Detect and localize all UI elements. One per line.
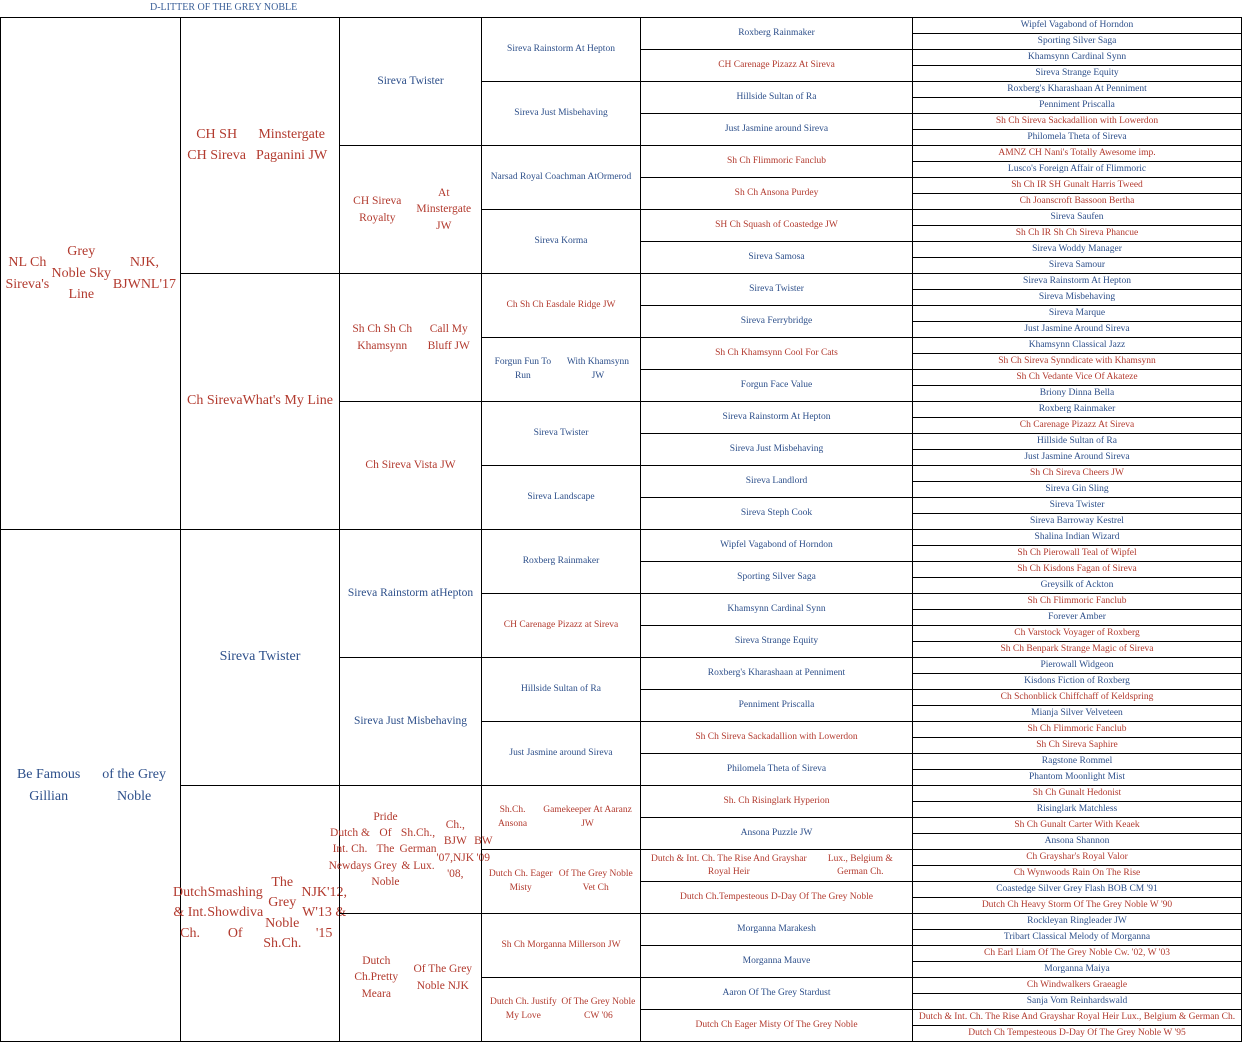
pedigree-cell-gen4 bbox=[640, 241, 913, 274]
dog-name: Sh Ch Gunalt Carter With Keaek bbox=[1014, 819, 1140, 830]
pedigree-cell-gen4 bbox=[640, 497, 913, 530]
pedigree-cell-gen5 bbox=[912, 497, 1242, 514]
dog-name: Hillside Sultan of Ra bbox=[1037, 435, 1117, 446]
dog-name: Smashing Showdiva Of bbox=[207, 885, 264, 941]
pedigree-cell-gen5 bbox=[912, 465, 1242, 482]
pedigree-cell-gen3 bbox=[481, 977, 641, 1042]
pedigree-cell-gen3 bbox=[481, 593, 641, 658]
dog-name: Dutch Ch.Tempesteous D-Day Of The Grey Noble bbox=[679, 892, 874, 903]
dog-name: Sporting Silver Saga bbox=[1037, 35, 1117, 46]
dog-name: Call My Bluff JW bbox=[427, 323, 470, 352]
pedigree-cell-gen4 bbox=[640, 945, 913, 978]
pedigree-cell-gen4 bbox=[640, 209, 913, 242]
pedigree-cell-gen5 bbox=[912, 321, 1242, 338]
dog-name: Ansona Puzzle JW bbox=[740, 828, 813, 839]
dog-name: Sireva Misbehaving bbox=[1038, 291, 1116, 302]
pedigree-cell-gen4 bbox=[640, 337, 913, 370]
dog-name: Morganna Marakesh bbox=[737, 924, 816, 935]
pedigree-cell-gen5 bbox=[912, 401, 1242, 418]
pedigree-cell-gen5 bbox=[912, 161, 1242, 178]
pedigree-cell-gen5 bbox=[912, 721, 1242, 738]
pedigree-cell-gen2 bbox=[339, 273, 482, 402]
dog-name: Gamekeeper At Aaranz JW bbox=[543, 804, 632, 829]
dog-name: Roxberg Rainmaker bbox=[738, 28, 815, 39]
pedigree-cell-gen0 bbox=[0, 17, 181, 530]
pedigree-cell-gen4 bbox=[640, 1009, 913, 1042]
dog-name: Sireva Marque bbox=[1048, 307, 1106, 318]
dog-name: Phantom Moonlight Mist bbox=[1028, 771, 1126, 782]
dog-name: Roxberg Rainmaker bbox=[522, 555, 600, 566]
dog-name: Pierowall Widgeon bbox=[1040, 659, 1114, 670]
dog-name: Sh Ch Sh Ch Khamsynn bbox=[352, 323, 413, 352]
dog-name: Sireva Just Misbehaving bbox=[729, 444, 824, 455]
pedigree-cell-gen5 bbox=[912, 65, 1242, 82]
dog-name: Sireva Woddy Manager bbox=[1032, 243, 1122, 254]
pedigree-cell-gen3 bbox=[481, 913, 641, 978]
dog-name: Sireva Strange Equity bbox=[734, 636, 819, 647]
dog-name: Ragstone Rommel bbox=[1041, 755, 1113, 766]
pedigree-cell-gen4 bbox=[640, 817, 913, 850]
pedigree-cell-gen5 bbox=[912, 145, 1242, 162]
pedigree-cell-gen5 bbox=[912, 625, 1242, 642]
dog-name: Minstergate Paganini JW bbox=[256, 127, 328, 163]
dog-name: Sh. Ch Risinglark Hyperion bbox=[723, 796, 830, 807]
pedigree-cell-gen5 bbox=[912, 849, 1242, 866]
pedigree-cell-gen5 bbox=[912, 305, 1242, 322]
pedigree-cell-gen4 bbox=[640, 977, 913, 1010]
pedigree-cell-gen5 bbox=[912, 785, 1242, 802]
dog-name: Sireva Gin Sling bbox=[1045, 483, 1109, 494]
dog-name: Kisdons Fiction of Roxberg bbox=[1024, 675, 1130, 686]
dog-name: Sireva Korma bbox=[534, 235, 588, 246]
pedigree-cell-gen5 bbox=[912, 481, 1242, 498]
pedigree-cell-gen4 bbox=[640, 529, 913, 562]
dog-name: Dutch Ch Heavy Storm Of The Grey Noble W '90 bbox=[981, 899, 1173, 910]
dog-name: Roxberg Rainmaker bbox=[1038, 403, 1116, 414]
pedigree-cell-gen4 bbox=[640, 689, 913, 722]
pedigree-cell-gen5 bbox=[912, 385, 1242, 402]
pedigree-cell-gen5 bbox=[912, 449, 1242, 466]
pedigree-cell-gen3 bbox=[481, 785, 641, 850]
dog-name: Sireva Twister bbox=[1049, 499, 1105, 510]
dog-name: Rockleyan Ringleader JW bbox=[1027, 915, 1127, 926]
dog-name: Just Jasmine Around Sireva bbox=[1024, 323, 1130, 334]
dog-name: Coastedge Silver Grey Flash BOB CM '91 bbox=[996, 883, 1158, 894]
dog-name: Just Jasmine Around Sireva bbox=[1024, 451, 1130, 462]
dog-name: Ch Wynwoods Rain On The Rise bbox=[1013, 867, 1141, 878]
dog-name: Sh.Ch. Ansona bbox=[498, 804, 528, 829]
pedigree-cell-gen2 bbox=[339, 145, 482, 274]
dog-name: Dutch Ch Eager Misty Of The Grey Noble bbox=[695, 1020, 858, 1031]
dog-name: Ansona Shannon bbox=[1044, 835, 1110, 846]
dog-name: Ch Earl Liam Of The Grey Noble Cw. '02, W '03 bbox=[984, 947, 1170, 958]
dog-name: Tribart Classical Melody of Morganna bbox=[1003, 931, 1151, 942]
pedigree-cell-gen3 bbox=[481, 337, 641, 402]
dog-name: Sh Ch Vedante Vice Of Akateze bbox=[1016, 371, 1138, 382]
dog-name: Dutch Ch.Pretty Meara bbox=[354, 955, 399, 1000]
pedigree-cell-gen5 bbox=[912, 81, 1242, 98]
pedigree-cell-gen4 bbox=[640, 273, 913, 306]
pedigree-cell-gen3 bbox=[481, 145, 641, 210]
dog-name: NL Ch Sireva's bbox=[5, 254, 50, 292]
dog-name: Sh Ch Flimmoric Fanclub bbox=[727, 156, 826, 167]
dog-name: AMNZ CH Nani's Totally Awesome imp. bbox=[998, 147, 1156, 158]
dog-name: of the Grey Noble bbox=[102, 766, 167, 804]
pedigree-cell-gen2 bbox=[339, 401, 482, 530]
pedigree-cell-gen3 bbox=[481, 529, 641, 594]
pedigree-cell-gen3 bbox=[481, 721, 641, 786]
pedigree-cell-gen2 bbox=[339, 913, 482, 1042]
pedigree-cell-gen5 bbox=[912, 641, 1242, 658]
pedigree-cell-gen5 bbox=[912, 977, 1242, 994]
pedigree-cell-gen3 bbox=[481, 849, 641, 914]
dog-name: Sh Ch Gunalt Hedonist bbox=[1032, 787, 1122, 798]
dog-name: Sh Ch IR Sh Ch Sireva Phancue bbox=[1015, 227, 1139, 238]
pedigree-cell-gen5 bbox=[912, 801, 1242, 818]
dog-name: Sireva Saufen bbox=[1050, 211, 1104, 222]
pedigree-cell-gen3 bbox=[481, 657, 641, 722]
pedigree-cell-gen3 bbox=[481, 273, 641, 338]
pedigree-cell-gen5 bbox=[912, 817, 1242, 834]
pedigree-cell-gen5 bbox=[912, 193, 1242, 210]
pedigree-cell-gen5 bbox=[912, 417, 1242, 434]
dog-name: SH Ch Squash of Coastedge JW bbox=[715, 220, 838, 231]
dog-name: Sireva Rainstorm At Hepton bbox=[1023, 275, 1131, 286]
dog-name: Risinglark Matchless bbox=[1036, 803, 1118, 814]
dog-name: Narsad Royal Coachman At bbox=[490, 171, 598, 182]
dog-name: Sireva Twister bbox=[219, 649, 301, 665]
dog-name: Sireva Rainstorm At Hepton bbox=[722, 412, 831, 423]
pedigree-cell-gen2 bbox=[339, 17, 482, 146]
dog-name: Sireva Twister bbox=[749, 284, 804, 295]
pedigree-cell-gen5 bbox=[912, 609, 1242, 626]
dog-name: Hillside Sultan of Ra bbox=[736, 92, 817, 103]
dog-name: Khamsynn Classical Jazz bbox=[1028, 339, 1126, 350]
dog-name: At Minstergate JW bbox=[416, 187, 472, 232]
pedigree-cell-gen5 bbox=[912, 337, 1242, 354]
pedigree-cell-gen5 bbox=[912, 433, 1242, 450]
dog-name: NJK, BJWNL'17 bbox=[112, 254, 176, 292]
dog-name: Just Jasmine around Sireva bbox=[724, 124, 829, 135]
dog-name: Of The Grey Noble CW '06 bbox=[561, 996, 636, 1021]
pedigree-cell-gen3 bbox=[481, 209, 641, 274]
dog-name: Sireva Twister bbox=[533, 427, 589, 438]
dog-name: Just Jasmine around Sireva bbox=[509, 747, 613, 758]
dog-name: Morganna Maiya bbox=[1044, 963, 1110, 974]
pedigree-cell-gen1 bbox=[180, 273, 340, 530]
dog-name: Ch Sireva Vista JW bbox=[365, 459, 456, 472]
dog-name: Sh Ch Flimmoric Fanclub bbox=[1027, 723, 1127, 734]
pedigree-cell-gen5 bbox=[912, 33, 1242, 50]
dog-name: Morganna Mauve bbox=[742, 956, 811, 967]
dog-name: Sh Ch IR SH Gunalt Harris Tweed bbox=[1011, 179, 1143, 190]
pedigree-cell-gen4 bbox=[640, 465, 913, 498]
dog-name: Sh Ch Flimmoric Fanclub bbox=[1027, 595, 1127, 606]
dog-name: Ch Windwalkers Graeagle bbox=[1026, 979, 1128, 990]
pedigree-cell-gen5 bbox=[912, 129, 1242, 146]
dog-name: CH Carenage Pizazz at Sireva bbox=[503, 619, 619, 630]
pedigree-cell-gen5 bbox=[912, 257, 1242, 274]
dog-name: Pride Of The Grey Noble bbox=[371, 811, 400, 888]
dog-name: Shalina Indian Wizard bbox=[1034, 531, 1120, 542]
dog-name: Sireva Steph Cook bbox=[740, 508, 813, 519]
pedigree-cell-gen5 bbox=[912, 273, 1242, 290]
dog-name: Dutch Ch. Eager Misty bbox=[488, 868, 553, 893]
dog-name: Forgun Fun To Run bbox=[494, 356, 552, 381]
dog-name: CH Sireva Royalty bbox=[353, 195, 402, 224]
dog-name: Briony Dinna Bella bbox=[1039, 387, 1115, 398]
dog-name: Sireva Twister bbox=[377, 75, 444, 88]
dog-name: Forever Amber bbox=[1048, 611, 1106, 622]
dog-name: Sanja Vom Reinhardswald bbox=[1026, 995, 1128, 1006]
dog-name: Philomela Theta of Sireva bbox=[1027, 131, 1127, 142]
pedigree-cell-gen5 bbox=[912, 593, 1242, 610]
dog-name: Of The Grey Noble Vet Ch bbox=[558, 868, 633, 893]
pedigree-cell-gen5 bbox=[912, 545, 1242, 562]
dog-name: Dutch Ch. Justify My Love bbox=[489, 996, 557, 1021]
pedigree-cell-gen1 bbox=[172, 785, 348, 1042]
pedigree-cell-gen5 bbox=[912, 673, 1242, 690]
dog-name: The Grey Noble Sh.Ch. bbox=[263, 874, 302, 951]
pedigree-cell-gen5 bbox=[912, 289, 1242, 306]
pedigree-cell-gen5 bbox=[912, 369, 1242, 386]
pedigree-cell-gen5 bbox=[912, 705, 1242, 722]
dog-name: Sireva Ferrybridge bbox=[740, 316, 813, 327]
pedigree-cell-gen4 bbox=[640, 561, 913, 594]
dog-name: Dutch & Int. Ch. Newdays bbox=[328, 827, 372, 872]
dog-name: Sireva Landscape bbox=[527, 491, 595, 502]
dog-name: Penniment Priscalla bbox=[738, 700, 815, 711]
pedigree-cell-gen4 bbox=[640, 177, 913, 210]
dog-name: Sireva Rainstorm at bbox=[347, 587, 440, 600]
pedigree-cell-gen4 bbox=[640, 81, 913, 114]
pedigree-cell-gen5 bbox=[912, 657, 1242, 674]
pedigree-cell-gen4 bbox=[640, 625, 913, 658]
pedigree-cell-gen5 bbox=[912, 1009, 1242, 1026]
dog-name: Hepton bbox=[439, 587, 474, 600]
dog-name: Ch Sh Ch Easdale Ridge JW bbox=[506, 299, 616, 310]
pedigree-cell-gen2 bbox=[328, 785, 493, 914]
dog-name: Sh Ch Benpark Strange Magic of Sireva bbox=[1000, 643, 1154, 654]
dog-name: Roxberg's Kharashaan at Penniment bbox=[707, 668, 846, 679]
dog-name: Wipfel Vagabond of Horndon bbox=[720, 540, 833, 551]
dog-name: Sh Ch Ansona Purdey bbox=[734, 188, 819, 199]
dog-name: Be Famous Gillian bbox=[16, 766, 81, 804]
dog-name: What's My Line bbox=[242, 393, 333, 409]
dog-name: With Khamsynn JW bbox=[566, 356, 629, 381]
dog-name: Ch Sireva bbox=[186, 393, 243, 409]
pedigree-cell-gen5 bbox=[912, 945, 1242, 962]
pedigree-cell-gen5 bbox=[912, 241, 1242, 258]
dog-name: Dutch & Int. Ch. bbox=[172, 885, 208, 941]
dog-name: Mianja Silver Velveteen bbox=[1031, 707, 1123, 718]
dog-name: Sireva Landlord bbox=[745, 476, 808, 487]
dog-name: Forgun Face Value bbox=[740, 380, 813, 391]
pedigree-cell-gen2 bbox=[339, 529, 482, 658]
dog-name: Aaron Of The Grey Stardust bbox=[722, 988, 831, 999]
pedigree-cell-gen5 bbox=[912, 881, 1242, 898]
pedigree-cell-gen4 bbox=[640, 369, 913, 402]
dog-name: Sireva Rainstorm At Hepton bbox=[507, 43, 615, 54]
dog-name: BW '09 bbox=[474, 835, 493, 864]
pedigree-cell-gen4 bbox=[640, 17, 913, 50]
dog-name: Greysilk of Ackton bbox=[1040, 579, 1114, 590]
dog-name: Sporting Silver Saga bbox=[737, 572, 816, 583]
pedigree-cell-gen4 bbox=[640, 433, 913, 466]
pedigree-cell-gen5 bbox=[912, 97, 1242, 114]
dog-name: CH Carenage Pizazz At Sireva bbox=[718, 60, 835, 71]
pedigree-cell-gen5 bbox=[912, 49, 1242, 66]
dog-name: Sh Ch Khamsynn Cool For Cats bbox=[715, 348, 838, 359]
pedigree-title: D-LITTER OF THE GREY NOBLE bbox=[150, 2, 298, 13]
pedigree-cell-gen5 bbox=[912, 1025, 1242, 1042]
pedigree-cell-gen0 bbox=[0, 529, 181, 1042]
dog-name: Dutch Ch Tempesteous D-Day Of The Grey Noble W '95 bbox=[968, 1027, 1186, 1038]
pedigree-cell-gen4 bbox=[640, 849, 913, 882]
pedigree-cell-gen5 bbox=[912, 913, 1242, 930]
dog-name: Dutch & Int. Ch. The Rise And Grayshar Royal Heir Lux., Belgium & German Ch. bbox=[918, 1011, 1236, 1022]
pedigree-cell-gen2 bbox=[339, 657, 482, 786]
dog-name: Lusco's Foreign Affair of Flimmoric bbox=[1007, 163, 1147, 174]
pedigree-cell-gen4 bbox=[640, 593, 913, 626]
dog-name: Sh Ch Sireva Cheers JW bbox=[1030, 467, 1124, 478]
dog-name: Lux., Belgium & German Ch. bbox=[827, 853, 893, 877]
dog-name: Sireva Just Misbehaving bbox=[514, 107, 608, 118]
dog-name: Khamsynn Cardinal Synn bbox=[1027, 51, 1127, 62]
dog-name: Sh Ch Sireva Saphire bbox=[1036, 739, 1118, 750]
pedigree-cell-gen5 bbox=[912, 689, 1242, 706]
pedigree-cell-gen5 bbox=[912, 225, 1242, 242]
dog-name: Ch Varstock Voyager of Roxberg bbox=[1014, 627, 1140, 638]
pedigree-cell-gen5 bbox=[912, 513, 1242, 530]
dog-name: Ch., BJW '07,NJK '08, bbox=[436, 819, 475, 880]
dog-name: Ch Schonblick Chiffchaff of Keldspring bbox=[1000, 691, 1154, 702]
pedigree-cell-gen4 bbox=[640, 49, 913, 82]
pedigree-cell-gen5 bbox=[912, 737, 1242, 754]
dog-name: Sireva Barroway Kestrel bbox=[1030, 515, 1124, 526]
pedigree-cell-gen5 bbox=[912, 753, 1242, 770]
dog-name: Sh Ch Pierowall Teal of Wipfel bbox=[1017, 547, 1137, 558]
dog-name: Roxberg's Kharashaan At Penniment bbox=[1007, 83, 1147, 94]
pedigree-cell-gen3 bbox=[481, 401, 641, 466]
dog-name: Sh Ch Sireva Synndicate with Khamsynn bbox=[998, 355, 1156, 366]
pedigree-cell-gen4 bbox=[640, 657, 913, 690]
pedigree-cell-gen4 bbox=[640, 401, 913, 434]
pedigree-cell-gen5 bbox=[912, 529, 1242, 546]
dog-name: Sh Ch Kisdons Fagan of Sireva bbox=[1017, 563, 1137, 574]
dog-name: Penniment Priscalla bbox=[1039, 99, 1115, 110]
pedigree-cell-gen4 bbox=[640, 753, 913, 786]
pedigree-cell-gen5 bbox=[912, 577, 1242, 594]
pedigree-cell-gen1 bbox=[180, 529, 340, 786]
dog-name: Ch Grayshar's Royal Valor bbox=[1026, 851, 1128, 862]
pedigree-cell-gen5 bbox=[912, 833, 1242, 850]
pedigree-cell-gen5 bbox=[912, 561, 1242, 578]
pedigree-cell-gen4 bbox=[640, 113, 913, 146]
pedigree-cell-gen3 bbox=[481, 81, 641, 146]
pedigree-cell-gen5 bbox=[912, 993, 1242, 1010]
dog-name: Wipfel Vagabond of Horndon bbox=[1020, 19, 1134, 30]
pedigree-cell-gen5 bbox=[912, 897, 1242, 914]
dog-name: Sireva Just Misbehaving bbox=[353, 715, 468, 728]
dog-name: NJK'12, W'13 & '15 bbox=[301, 885, 348, 941]
pedigree-cell-gen5 bbox=[912, 177, 1242, 194]
dog-name: Ormerod bbox=[597, 171, 632, 182]
pedigree-cell-gen5 bbox=[912, 865, 1242, 882]
pedigree-cell-gen4 bbox=[640, 881, 913, 914]
pedigree-cell-gen1 bbox=[180, 17, 340, 274]
pedigree-cell-gen4 bbox=[640, 305, 913, 338]
pedigree-cell-gen5 bbox=[912, 929, 1242, 946]
dog-name: Hillside Sultan of Ra bbox=[521, 683, 601, 694]
dog-name: Sireva Samour bbox=[1048, 259, 1106, 270]
pedigree-cell-gen5 bbox=[912, 353, 1242, 370]
pedigree-cell-gen4 bbox=[640, 145, 913, 178]
dog-name: Philomela Theta of Sireva bbox=[726, 764, 827, 775]
pedigree-cell-gen5 bbox=[912, 961, 1242, 978]
dog-name: Ch Carenage Pizazz At Sireva bbox=[1019, 419, 1135, 430]
dog-name: Dutch & Int. Ch. The Rise And Grayshar Royal Heir bbox=[650, 853, 807, 877]
dog-name: Grey Noble Sky Line bbox=[51, 243, 112, 303]
pedigree-cell-gen5 bbox=[912, 113, 1242, 130]
pedigree-cell-gen5 bbox=[912, 17, 1242, 34]
pedigree-cell-gen4 bbox=[640, 785, 913, 818]
pedigree-cell-gen4 bbox=[640, 721, 913, 754]
pedigree-cell-gen4 bbox=[640, 913, 913, 946]
pedigree-cell-gen3 bbox=[481, 17, 641, 82]
dog-name: Sh Ch Morganna Millerson JW bbox=[501, 939, 621, 950]
dog-name: Khamsynn Cardinal Synn bbox=[727, 604, 826, 615]
pedigree-cell-gen3 bbox=[481, 465, 641, 530]
dog-name: Sh Ch Sireva Sackadallion with Lowerdon bbox=[995, 115, 1159, 126]
dog-name: CH SH CH Sireva bbox=[187, 127, 246, 163]
dog-name: Sireva Strange Equity bbox=[1035, 67, 1119, 78]
pedigree-cell-gen5 bbox=[912, 769, 1242, 786]
dog-name: Sh.Ch., German & Lux. bbox=[399, 827, 437, 872]
pedigree-cell-gen5 bbox=[912, 209, 1242, 226]
dog-name: Sireva Samosa bbox=[748, 252, 805, 263]
dog-name: Ch Joanscroft Bassoon Bertha bbox=[1019, 195, 1135, 206]
dog-name: Sh Ch Sireva Sackadallion with Lowerdon bbox=[695, 732, 858, 743]
dog-name: Of The Grey Noble NJK bbox=[413, 963, 473, 992]
